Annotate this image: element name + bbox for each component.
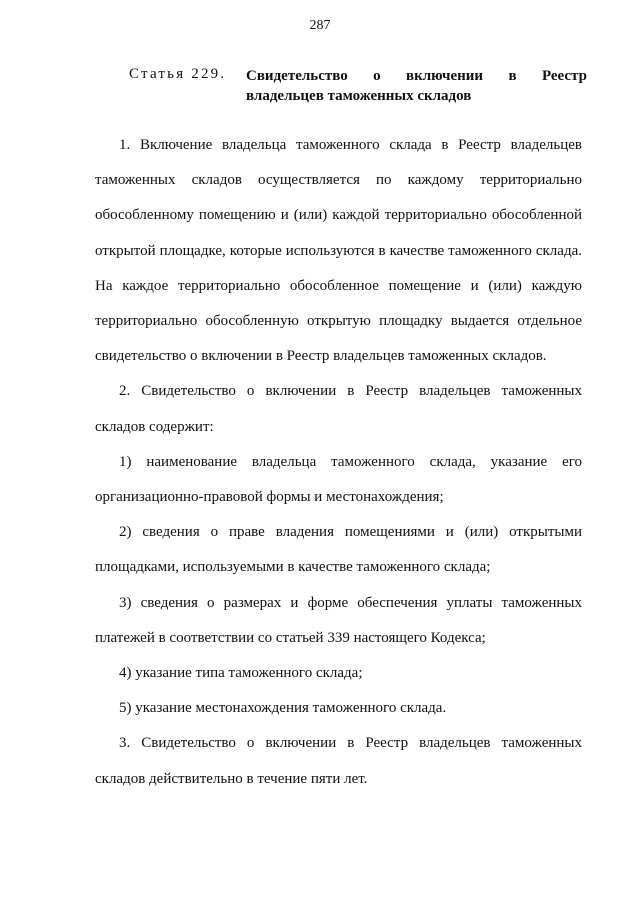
list-item-1: 1) наименование владельца таможенного склада, указание его организационно-правовой формы и местонахождения;: [95, 453, 582, 506]
article-body: [95, 128, 582, 797]
article-title-line-1: [246, 66, 587, 86]
article-title-line-2: владельцев таможенных складов: [246, 88, 472, 104]
article-title-word: включении: [405, 68, 484, 84]
list-item-3: 3) сведения о размерах и форме обеспечения уплаты таможенных платежей в соответствии со статьей 339 настоящего Кодекса;: [95, 594, 582, 646]
article-label: Статья 229.: [129, 66, 227, 82]
article-title-word: Свидетельство: [246, 68, 348, 84]
paragraph-1: 1. Включение владельца таможенного склада в Реестр владельцев таможенных складов осуществляется по каждому территориально обособленному помещению и (или) каждой территориально обособленной открытой площадке, которые используются в качестве таможенного склада. На каждое территориально обособленное помещение и (или) каждую территориально обособленную открытую площадку выдается отдельное свидетельство о включении в Реестр владельцев таможенных складов.: [95, 137, 582, 365]
paragraph-2: 2. Свидетельство о включении в Реестр владельцев таможенных складов содержит:: [95, 383, 582, 435]
page-number: 287: [309, 18, 331, 33]
paragraph-3: 3. Свидетельство о включении в Реестр владельцев таможенных складов действительно в течение пяти лет.: [95, 735, 582, 787]
list-item-2: 2) сведения о праве владения помещениями и (или) открытыми площадками, используемыми в качестве таможенного склада;: [95, 524, 582, 576]
article-title-word: о: [373, 68, 381, 84]
article-title-word: Реестр: [541, 68, 587, 84]
article-title: [246, 66, 587, 106]
list-item-5: 5) указание местонахождения таможенного склада.: [119, 700, 447, 717]
list-item-4: 4) указание типа таможенного склада;: [119, 665, 363, 682]
article-title-word: в: [508, 68, 517, 84]
